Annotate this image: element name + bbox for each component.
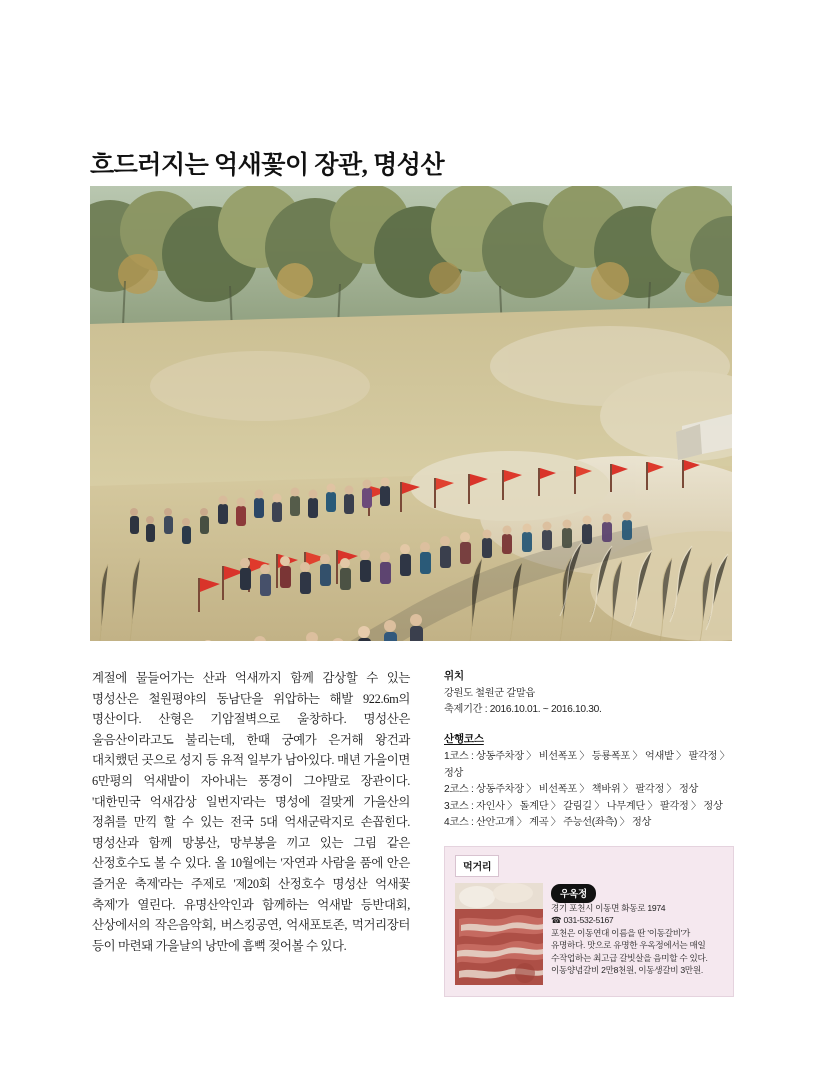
course-heading: 산행코스: [444, 733, 484, 745]
info-column: [444, 668, 734, 846]
food-box: [444, 846, 734, 997]
food-box-title: 먹거리: [455, 855, 499, 877]
location-heading: 위치: [444, 670, 464, 682]
food-description: [551, 902, 723, 976]
course-block: [444, 731, 734, 832]
course-item-3: 3코스 : 자인사 〉 돌계단 〉 갈림길 〉 나무계단 〉 팔각정 〉 정상: [444, 800, 723, 812]
photo-illustration: [90, 186, 732, 641]
food-price: 이동양념갈비 2만8천원, 이동생갈비 3만원.: [551, 965, 703, 976]
course-item-2: 2코스 : 상동주차장 〉 비선폭포 〉 책바위 〉 팔각정 〉 정상: [444, 784, 699, 795]
location-address: 강원도 철원군 갈말읍: [444, 688, 535, 699]
page-title: 흐드러지는 억새꽃이 장관, 명성산: [90, 151, 445, 179]
food-desc-line-3: 수작업하는 최고급 갈빗살을 음미할 수 있다.: [551, 952, 708, 963]
food-address: 경기 포천시 이동면 화동로 1974: [551, 903, 666, 913]
food-desc-line-1: 포천은 이동연대 이름을 딴 '이동갈비'가: [551, 927, 691, 938]
main-photo: [90, 186, 732, 641]
food-desc-line-2: 유명하다. 맛으로 유명한 우옥정에서는 매일: [551, 940, 706, 951]
beef-illustration: [455, 883, 543, 985]
food-photo: [455, 883, 543, 985]
article-body: 계절에 물들어가는 산과 억새까지 함께 감상할 수 있는 명성산은 철원평야의 동남단을 위압하는 해발 922.6m의 명산이다. 산형은 기암절벽으로 울창하다. 명성산은 울음산이라고도 불리는데, 한때 궁예가 은거해 왕건과 대치했던 곳으로 성지 등 유적 일부가 남아있다. 매년 가을이면 6만평의 억새밭이 자아내는 풍경이 그야말로 장관이다. '대한민국 억새감상 일번지'라는 명성에 걸맞게 가을산의 정취를 만끽 할 수 있는 전국 5대 억새군락지로 손꼽힌다. 명성산과 함께 망봉산, 망부봉을 끼고 있는 그림 같은 산정호수도 볼 수 있다. 올 10월에는 '자연과 사람을 품에 안은 즐거운 축제'라는 주제로 '제20회 산정호수 명성산 억새꽃 축제'가 열린다. 유명산악인과 함께하는 억새밭 등반대회, 산상에서의 작은음악회, 버스킹공연, 억새포토존, 먹거리장터 등이 마련돼 가을날의 낭만에 흠뻑 젖어볼 수 있다.: [92, 671, 410, 953]
course-item-4: 4코스 : 산안고개 〉 계곡 〉 주능선(좌측) 〉 정상: [444, 817, 652, 828]
restaurant-name-badge: 우옥정: [551, 884, 596, 903]
course-item-1: 1코스 : 상동주차장 〉 비선폭포 〉 등룡폭포 〉 억새밭 〉 팔각정 〉 정상: [444, 751, 730, 779]
location-block: [444, 668, 734, 717]
festival-period: 축제기간 : 2016.10.01. ~ 2016.10.30.: [444, 703, 602, 715]
food-phone: ☎ 031-532-5167: [551, 915, 614, 926]
